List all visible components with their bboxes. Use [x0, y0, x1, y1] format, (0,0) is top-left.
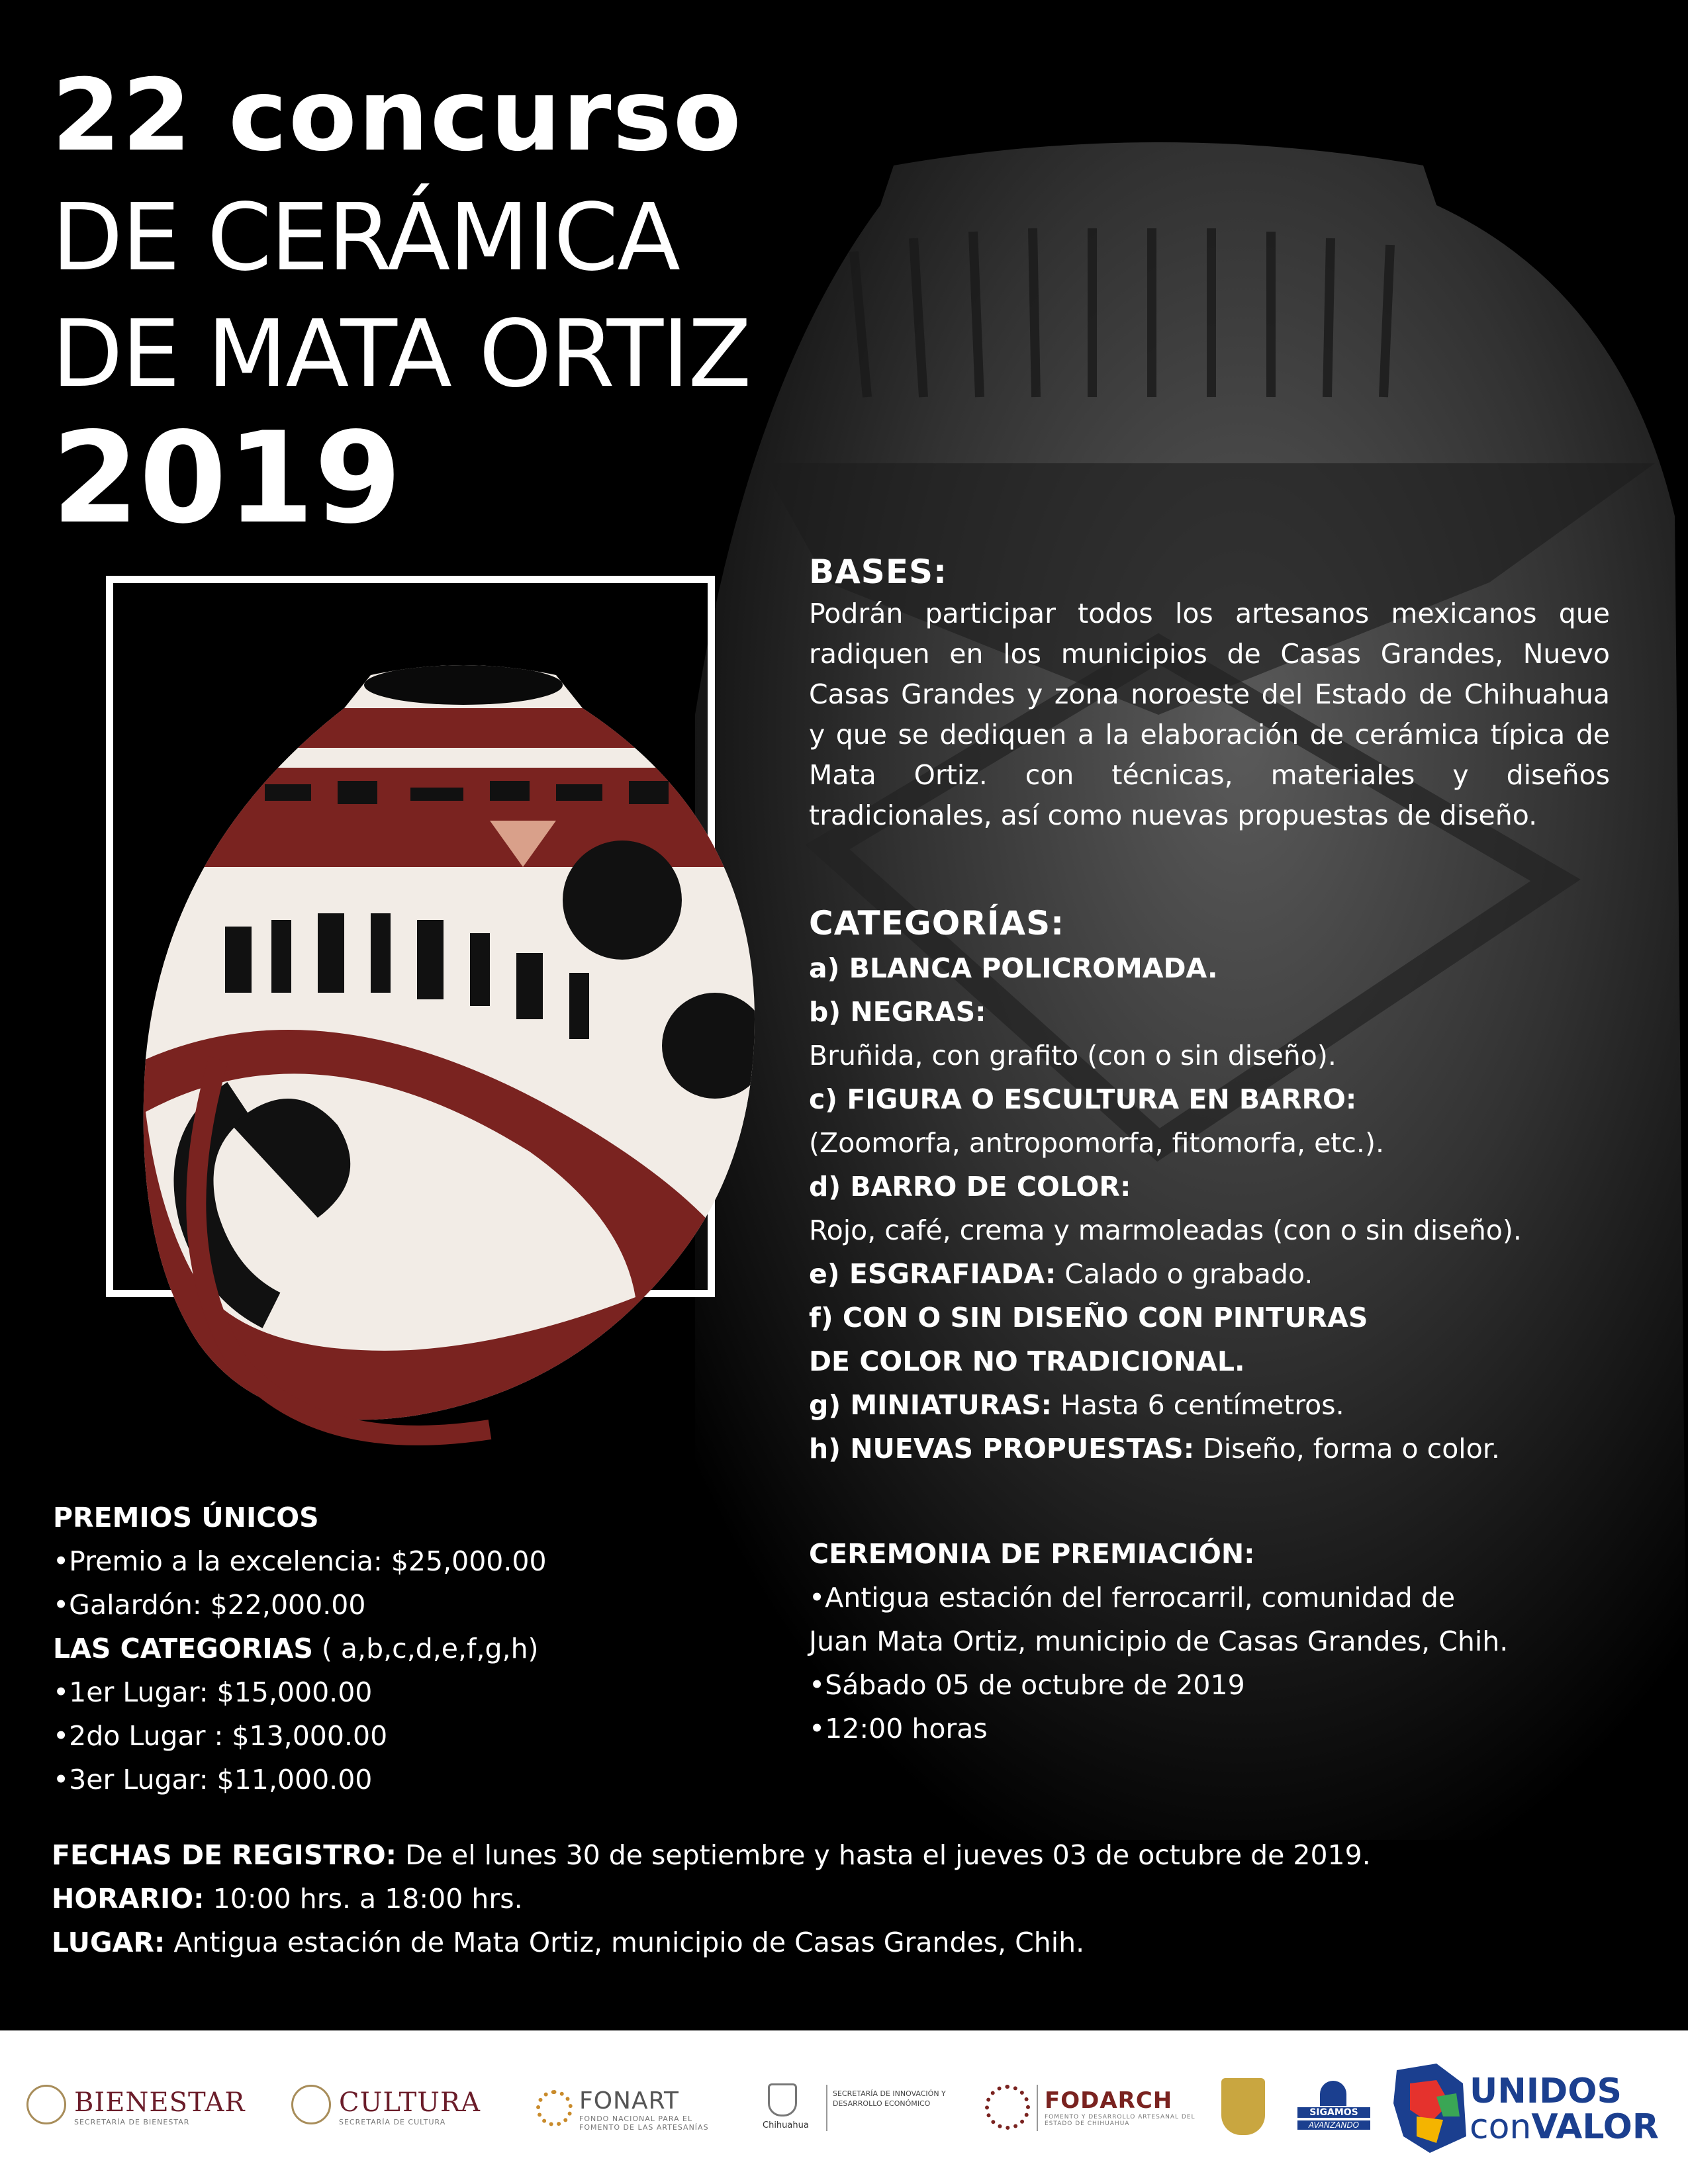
sigamos-avanzando-logo [1297, 2081, 1370, 2135]
horario-value: 10:00 hrs. a 18:00 hrs. [204, 1883, 523, 1915]
fodarch-name: FODARCH [1045, 2087, 1173, 2114]
chihuahua-name: Chihuahua [763, 2120, 809, 2130]
fonart-sun-icon [536, 2090, 573, 2126]
fonart-name: FONART [579, 2087, 679, 2115]
ceremonia-line-2: Juan Mata Ortiz, municipio de Casas Grandes, Chih. [809, 1625, 1509, 1657]
categoria-e: e) ESGRAFIADA: [809, 1258, 1056, 1290]
categoria-c: c) FIGURA O ESCULTURA EN BARRO: [809, 1083, 1357, 1115]
categorias-heading: CATEGORÍAS: [809, 904, 1065, 942]
bienestar-sub: SECRETARÍA DE BIENESTAR [74, 2118, 190, 2126]
title-year: 2019 [52, 405, 402, 551]
ceremonia-line-3: •Sábado 05 de octubre de 2019 [809, 1669, 1245, 1701]
cultura-sub: SECRETARÍA DE CULTURA [339, 2118, 446, 2126]
premio-galardon: •Galardón: $22,000.00 [53, 1589, 366, 1621]
premios-categorias-heading: LAS CATEGORIAS [53, 1633, 313, 1664]
bienestar-logo [74, 2087, 246, 2126]
title-line-2: DE CERÁMICA [52, 184, 679, 292]
sigamos-icon [1320, 2081, 1346, 2106]
sponsor-logos-bar [0, 2030, 1688, 2184]
sigamos-text: SIGAMOS [1297, 2107, 1370, 2118]
event-title [52, 58, 751, 551]
categorias-section [809, 900, 1610, 1471]
bases-heading: BASES: [809, 553, 947, 591]
premio-tercer-lugar: •3er Lugar: $11,000.00 [53, 1764, 373, 1796]
fodarch-sub: FOMENTO Y DESARROLLO ARTESANAL DEL ESTADO DE CHIHUAHUA [1045, 2114, 1196, 2127]
bases-section [809, 553, 1610, 836]
unidos-text: UNIDOS [1470, 2071, 1622, 2111]
casas-grandes-shield-icon [1221, 2078, 1265, 2135]
registro-section [52, 1833, 1654, 1964]
fechas-label: FECHAS DE REGISTRO: [52, 1839, 397, 1871]
chihuahua-shield-icon [768, 2083, 797, 2116]
bienestar-seal-icon [26, 2085, 66, 2124]
bienestar-name: BIENESTAR [74, 2087, 246, 2118]
categoria-d: d) BARRO DE COLOR: [809, 1171, 1131, 1203]
premio-primer-lugar: •1er Lugar: $15,000.00 [53, 1676, 373, 1708]
fechas-value: De el lunes 30 de septiembre y hasta el jueves 03 de octubre de 2019. [397, 1839, 1371, 1871]
premio-segundo-lugar: •2do Lugar : $13,000.00 [53, 1720, 388, 1752]
ceremonia-heading: CEREMONIA DE PREMIACIÓN: [809, 1538, 1255, 1570]
categoria-b: b) NEGRAS: [809, 996, 986, 1028]
premio-excelencia: •Premio a la excelencia: $25,000.00 [53, 1545, 547, 1577]
con-text: con [1470, 2107, 1532, 2147]
ceremonia-section [809, 1532, 1610, 1751]
lugar-value: Antigua estación de Mata Ortiz, municipio de Casas Grandes, Chih. [165, 1927, 1085, 1958]
cultura-name: CULTURA [339, 2087, 481, 2118]
premios-section [53, 1496, 748, 1801]
lugar-label: LUGAR: [52, 1927, 165, 1958]
categoria-b-desc: Bruñida, con grafito (con o sin diseño). [809, 1040, 1336, 1071]
secretaria-name: SECRETARÍA DE INNOVACIÓN Y DESARROLLO ECONÓMICO [833, 2089, 946, 2108]
fonart-sub: FONDO NACIONAL PARA EL FOMENTO DE LAS ARTESANÍAS [579, 2115, 709, 2132]
unidos-con-valor-logo [1470, 2071, 1659, 2147]
categoria-c-desc: (Zoomorfa, antropomorfa, fitomorfa, etc.). [809, 1127, 1384, 1159]
secretaria-logo [833, 2089, 952, 2109]
fonart-logo [579, 2087, 712, 2132]
categoria-e-desc: Calado o grabado. [1056, 1258, 1313, 1290]
categoria-h-desc: Diseño, forma o color. [1194, 1433, 1500, 1465]
ceramic-pot-image [119, 649, 808, 1456]
fodarch-logo [1045, 2087, 1197, 2127]
fodarch-emblem-icon [985, 2085, 1030, 2130]
categoria-g: g) MINIATURAS: [809, 1389, 1053, 1421]
chihuahua-map-icon [1390, 2057, 1470, 2156]
divider [1037, 2085, 1038, 2131]
title-line-3: DE MATA ORTIZ [52, 300, 751, 408]
avanzando-text: AVANZANDO [1297, 2120, 1370, 2130]
cultura-logo [339, 2087, 481, 2126]
divider [826, 2085, 827, 2131]
categoria-f-line2: DE COLOR NO TRADICIONAL. [809, 1345, 1245, 1377]
categoria-f-line1: f) CON O SIN DISEÑO CON PINTURAS [809, 1302, 1368, 1334]
title-line-1: 22 concurso [52, 58, 743, 173]
ceremonia-line-1: •Antigua estación del ferrocarril, comunidad de [809, 1582, 1456, 1614]
ceremonia-line-4: •12:00 horas [809, 1713, 988, 1745]
valor-text: VALOR [1531, 2107, 1659, 2147]
categoria-h: h) NUEVAS PROPUESTAS: [809, 1433, 1195, 1465]
categoria-g-desc: Hasta 6 centímetros. [1052, 1389, 1344, 1421]
cultura-seal-icon [291, 2085, 331, 2124]
bases-text: Podrán participar todos los artesanos mexicanos que radiquen en los municipios de Casas Grandes, Nuevo Casas Grandes y zona noroeste del Estado de Chihuahua y que se dediquen a la elaboración de cerámica típica de Mata Ortiz. con técnicas, materiales y diseños tradicionales, así como nuevas propuestas de diseño. [809, 598, 1610, 831]
categoria-d-desc: Rojo, café, crema y marmoleadas (con o sin diseño). [809, 1214, 1522, 1246]
premios-categorias-list: ( a,b,c,d,e,f,g,h) [312, 1633, 539, 1664]
categoria-a: a) BLANCA POLICROMADA. [809, 952, 1218, 984]
premios-heading: PREMIOS ÚNICOS [53, 1502, 319, 1533]
horario-label: HORARIO: [52, 1883, 205, 1915]
